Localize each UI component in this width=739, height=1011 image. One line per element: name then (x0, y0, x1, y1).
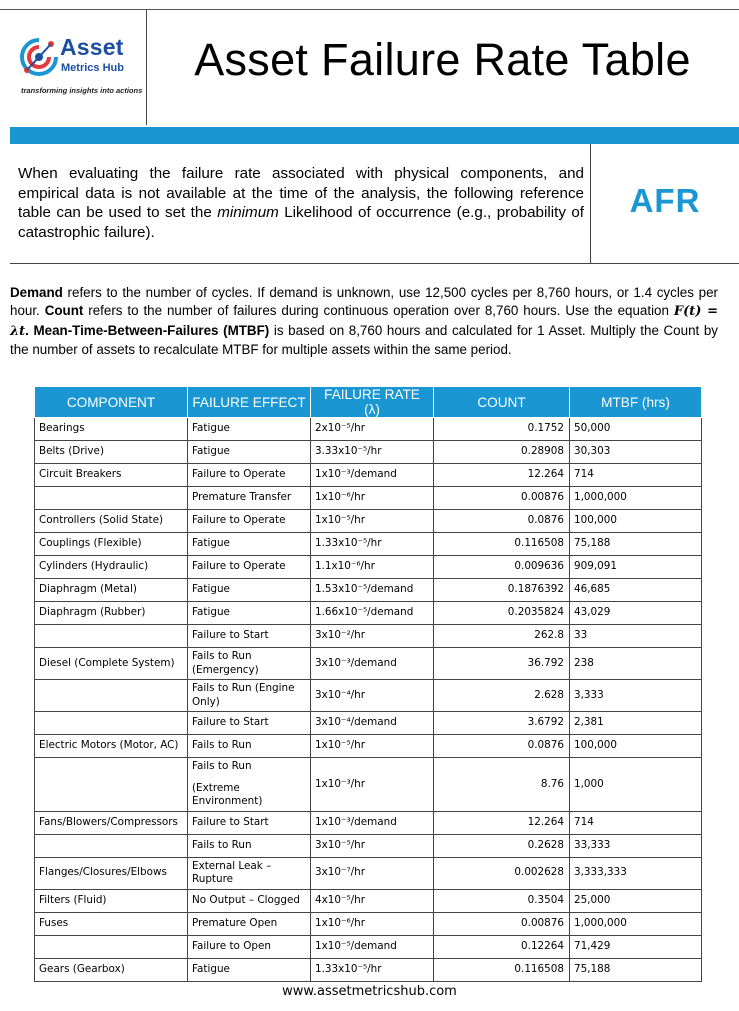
cell-count: 0.116508 (434, 958, 570, 981)
cell-component: Gears (Gearbox) (35, 958, 188, 981)
cell-component (35, 487, 188, 510)
cell-count: 0.1876392 (434, 579, 570, 602)
cell-count: 262.8 (434, 625, 570, 648)
cell-count: 12.264 (434, 811, 570, 834)
table-row (35, 648, 702, 680)
cell-failure-rate: 1x10⁻³/hr (311, 758, 434, 812)
cell-count: 0.0876 (434, 510, 570, 533)
cell-mtbf: 50,000 (570, 418, 702, 441)
definitions-paragraph (10, 284, 718, 359)
cell-count: 36.792 (434, 648, 570, 680)
cell-failure-rate: 3x10⁻⁴/demand (311, 712, 434, 735)
table-row (35, 464, 702, 487)
cell-failure-rate: 3x10⁻²/hr (311, 625, 434, 648)
cell-mtbf: 3,333 (570, 680, 702, 712)
demand-term: Demand (10, 285, 63, 300)
cell-failure-effect: No Output – Clogged (188, 889, 311, 912)
col-header-failure-effect: FAILURE EFFECT (188, 387, 311, 418)
table-row (35, 912, 702, 935)
table-row (35, 857, 702, 889)
cell-count: 0.002628 (434, 857, 570, 889)
table-row (35, 510, 702, 533)
cell-component: Filters (Fluid) (35, 889, 188, 912)
table-row (35, 958, 702, 981)
footer-url: www.assetmetricshub.com (282, 984, 457, 999)
cell-failure-rate: 1x10⁻³/demand (311, 464, 434, 487)
logo-target-icon (18, 36, 60, 78)
cell-failure-rate: 1x10⁻⁵/hr (311, 510, 434, 533)
cell-component: Flanges/Closures/Elbows (35, 857, 188, 889)
cell-count: 0.0876 (434, 735, 570, 758)
table-header-row (35, 387, 702, 418)
cell-component: Diaphragm (Metal) (35, 579, 188, 602)
cell-mtbf: 100,000 (570, 510, 702, 533)
cell-failure-rate: 1x10⁻³/demand (311, 811, 434, 834)
cell-count: 0.12264 (434, 935, 570, 958)
cell-failure-rate: 1x10⁻⁵/hr (311, 735, 434, 758)
cell-component: Fuses (35, 912, 188, 935)
col-header-mtbf: MTBF (hrs) (570, 387, 702, 418)
cell-count: 0.009636 (434, 556, 570, 579)
table-row (35, 680, 702, 712)
table-row (35, 487, 702, 510)
cell-mtbf: 1,000 (570, 758, 702, 812)
cell-mtbf: 238 (570, 648, 702, 680)
cell-component: Cylinders (Hydraulic) (35, 556, 188, 579)
cell-failure-rate: 1.53x10⁻⁵/demand (311, 579, 434, 602)
col-header-failure-rate: FAILURE RATE (λ) (311, 387, 434, 418)
cell-count: 0.00876 (434, 487, 570, 510)
afr-badge: AFR (629, 182, 701, 219)
cell-mtbf: 909,091 (570, 556, 702, 579)
cell-failure-rate: 4x10⁻⁵/hr (311, 889, 434, 912)
cell-failure-rate: 3x10⁻⁷/hr (311, 857, 434, 889)
cell-failure-effect: Failure to Start (188, 811, 311, 834)
logo-tagline: transforming insights into actions (21, 86, 143, 95)
intro-text-part: Likelihood of occurrence (e.g., probability of catastrophic failure). (18, 204, 584, 241)
cell-mtbf: 75,188 (570, 958, 702, 981)
cell-failure-effect (188, 758, 311, 812)
cell-failure-rate: 1.1x10⁻⁶/hr (311, 556, 434, 579)
cell-count: 0.116508 (434, 533, 570, 556)
table-row (35, 602, 702, 625)
cell-mtbf: 33,333 (570, 834, 702, 857)
cell-failure-effect: Failure to Open (188, 935, 311, 958)
table-row (35, 441, 702, 464)
intro-text-part: When evaluating the failure rate associated with physical components, and empirical data is not available at the time of the analysis, the following reference table can be used to set the (18, 165, 584, 221)
cell-count: 0.3504 (434, 889, 570, 912)
cell-component: Bearings (35, 418, 188, 441)
cell-component (35, 625, 188, 648)
cell-failure-effect: Fails to Run (188, 735, 311, 758)
cell-count: 8.76 (434, 758, 570, 812)
cell-failure-effect-line: (Extreme Environment) (192, 781, 263, 807)
mtbf-text: is based on 8,760 hours and calculated for 1 Asset. Multiply the Count by the number of assets to recalculate MTBF for multiple assets within the same period. (10, 322, 719, 357)
cell-failure-effect: Fails to Run (Emergency) (188, 648, 311, 680)
table-row (35, 758, 702, 812)
logo (10, 10, 147, 125)
failure-rate-table (34, 386, 702, 982)
cell-failure-effect: Premature Open (188, 912, 311, 935)
cell-failure-rate: 1x10⁻⁶/hr (311, 912, 434, 935)
cell-failure-rate: 1.33x10⁻⁵/hr (311, 958, 434, 981)
cell-failure-rate: 1x10⁻⁵/demand (311, 935, 434, 958)
page-title: Asset Failure Rate Table (194, 34, 691, 85)
cell-failure-effect: Fails to Run (188, 834, 311, 857)
demand-text: refers to the number of cycles. If demand is unknown, use 12,500 cycles per 8,760 hours, or 1.4 cycles per hour. (10, 285, 718, 319)
logo-subname: Metrics Hub (61, 62, 124, 74)
intro-emphasis: minimum (217, 204, 279, 221)
cell-failure-effect: Fatigue (188, 441, 311, 464)
table-row (35, 418, 702, 441)
cell-failure-rate: 2x10⁻⁵/hr (311, 418, 434, 441)
cell-component (35, 680, 188, 712)
cell-count: 0.28908 (434, 441, 570, 464)
cell-failure-effect: Failure to Start (188, 712, 311, 735)
cell-mtbf: 71,429 (570, 935, 702, 958)
cell-failure-rate: 3x10⁻³/demand (311, 648, 434, 680)
cell-failure-rate: 3x10⁻⁴/hr (311, 680, 434, 712)
table-row (35, 556, 702, 579)
logo-name: Asset (60, 34, 124, 60)
table-row (35, 935, 702, 958)
count-text: refers to the number of failures during continuous operation over 8,760 hours. Use the equation (83, 303, 674, 319)
cell-component: Fans/Blowers/Compressors (35, 811, 188, 834)
cell-component: Diesel (Complete System) (35, 648, 188, 680)
cell-count: 12.264 (434, 464, 570, 487)
cell-mtbf: 2,381 (570, 712, 702, 735)
cell-failure-rate: 1x10⁻⁶/hr (311, 487, 434, 510)
cell-mtbf: 1,000,000 (570, 487, 702, 510)
cell-mtbf: 43,029 (570, 602, 702, 625)
cell-component: Diaphragm (Rubber) (35, 602, 188, 625)
table-row (35, 735, 702, 758)
cell-component (35, 935, 188, 958)
table-row (35, 625, 702, 648)
cell-mtbf: 25,000 (570, 889, 702, 912)
count-term: Count (44, 303, 84, 319)
cell-failure-effect: External Leak – Rupture (188, 857, 311, 889)
cell-count: 0.2035824 (434, 602, 570, 625)
cell-mtbf: 30,303 (570, 441, 702, 464)
cell-component: Electric Motors (Motor, AC) (35, 735, 188, 758)
cell-component: Controllers (Solid State) (35, 510, 188, 533)
col-header-count: COUNT (434, 387, 570, 418)
cell-component (35, 712, 188, 735)
cell-failure-effect: Failure to Start (188, 625, 311, 648)
cell-failure-rate: 3.33x10⁻⁵/hr (311, 441, 434, 464)
cell-mtbf: 75,188 (570, 533, 702, 556)
mtbf-term: . Mean-Time-Between-Failures (MTBF) (25, 322, 270, 338)
equation: F(t) = λt (10, 304, 718, 339)
cell-component: Couplings (Flexible) (35, 533, 188, 556)
cell-component: Belts (Drive) (35, 441, 188, 464)
cell-count: 0.2628 (434, 834, 570, 857)
cell-count: 0.00876 (434, 912, 570, 935)
table-row (35, 579, 702, 602)
cell-component: Circuit Breakers (35, 464, 188, 487)
cell-mtbf: 3,333,333 (570, 857, 702, 889)
cell-failure-rate: 3x10⁻⁵/hr (311, 834, 434, 857)
table-row (35, 811, 702, 834)
intro-section (10, 144, 739, 264)
cell-count: 0.1752 (434, 418, 570, 441)
cell-failure-effect: Premature Transfer (188, 487, 311, 510)
table-row (35, 533, 702, 556)
cell-mtbf: 33 (570, 625, 702, 648)
cell-failure-effect: Failure to Operate (188, 556, 311, 579)
intro-text (18, 164, 584, 242)
cell-mtbf: 1,000,000 (570, 912, 702, 935)
cell-failure-effect: Fatigue (188, 533, 311, 556)
cell-mtbf: 714 (570, 811, 702, 834)
page-header (0, 10, 739, 125)
cell-failure-effect: Fatigue (188, 418, 311, 441)
table-row (35, 712, 702, 735)
cell-mtbf: 46,685 (570, 579, 702, 602)
cell-failure-effect: Failure to Operate (188, 510, 311, 533)
cell-failure-rate: 1.66x10⁻⁵/demand (311, 602, 434, 625)
table-row (35, 889, 702, 912)
cell-failure-effect-line: Fails to Run (192, 760, 252, 772)
cell-failure-effect: Fatigue (188, 602, 311, 625)
col-header-component: COMPONENT (35, 387, 188, 418)
cell-failure-effect: Fatigue (188, 579, 311, 602)
cell-count: 3.6792 (434, 712, 570, 735)
cell-component (35, 758, 188, 812)
table-row (35, 834, 702, 857)
cell-failure-effect: Failure to Operate (188, 464, 311, 487)
cell-mtbf: 100,000 (570, 735, 702, 758)
cell-count: 2.628 (434, 680, 570, 712)
cell-failure-effect: Fails to Run (Engine Only) (188, 680, 311, 712)
header-accent-bar (10, 127, 739, 144)
cell-component (35, 834, 188, 857)
cell-mtbf: 714 (570, 464, 702, 487)
cell-failure-rate: 1.33x10⁻⁵/hr (311, 533, 434, 556)
cell-failure-effect: Fatigue (188, 958, 311, 981)
